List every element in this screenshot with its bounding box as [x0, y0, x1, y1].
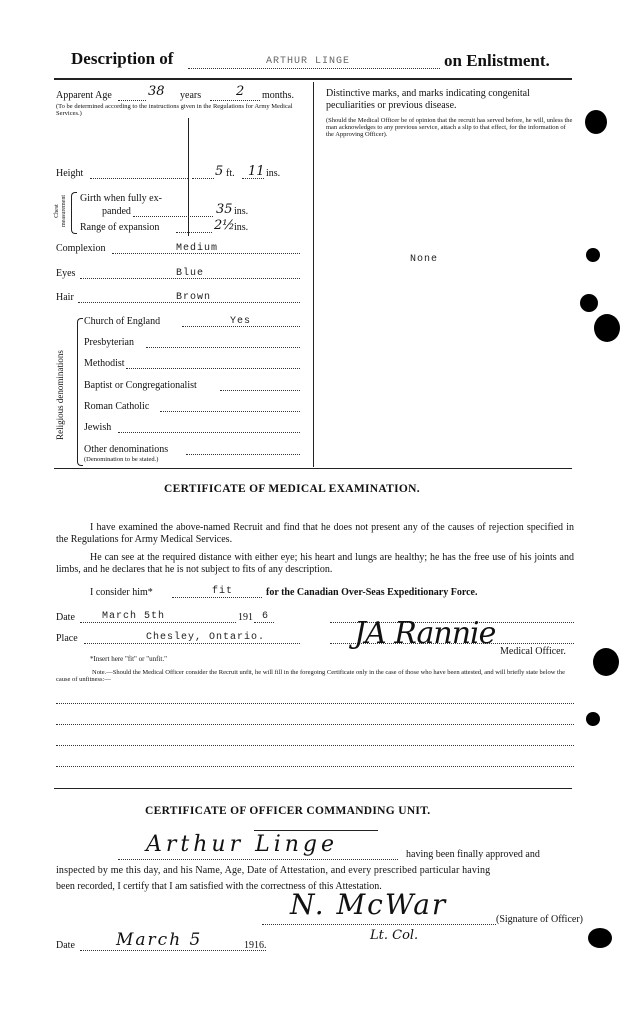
center-column-divider	[313, 82, 314, 467]
girth-value: 35	[216, 202, 233, 217]
religion-item-methodist: Methodist	[84, 358, 125, 369]
header-rule	[54, 78, 572, 80]
punch-hole	[580, 294, 598, 312]
unfitness-line-4	[56, 766, 574, 767]
medical-officer-title: Medical Officer.	[500, 646, 566, 657]
medical-place-value: Chesley, Ontario.	[146, 632, 266, 643]
insert-fit-note: *Insert here "fit" or "unfit."	[90, 655, 167, 663]
months-dots	[210, 100, 260, 101]
medical-place-dots	[84, 643, 300, 644]
commanding-date-value: March 5	[116, 930, 203, 950]
ft-label: ft.	[226, 168, 235, 179]
eyes-value: Blue	[176, 268, 205, 279]
religion-other-note: (Denomination to be stated.)	[84, 456, 159, 463]
religion-dots-1	[146, 347, 300, 348]
recruit-signature: Arthur Linge	[146, 832, 339, 857]
expansion-label: Range of expansion	[80, 222, 160, 233]
medical-year-dots	[254, 622, 274, 623]
height-label: Height	[56, 168, 84, 179]
religion-bottom-rule	[54, 468, 572, 469]
months-label: months.	[262, 90, 294, 101]
eyes-label: Eyes	[56, 268, 76, 279]
religion-dots-6	[186, 454, 300, 455]
age-label: Apparent Age	[56, 90, 112, 101]
commanding-heading-underline	[254, 830, 378, 831]
signature-of-officer-label: (Signature of Officer)	[496, 914, 584, 925]
fit-dots	[172, 597, 262, 598]
commanding-text-1: having been finally approved and	[406, 849, 540, 860]
commanding-date-dots	[80, 950, 266, 951]
religion-item-baptist: Baptist or Congregationalist	[84, 380, 197, 391]
height-ft-value: 5	[215, 164, 224, 179]
medical-date-label: Date	[56, 612, 75, 623]
religion-dots-2	[126, 368, 300, 369]
punch-hole	[593, 648, 619, 676]
girth-label-line1: Girth when fully ex-	[80, 193, 162, 204]
religion-item-presbyterian: Presbyterian	[84, 337, 134, 348]
medical-officer-signature: JA Rannie	[354, 616, 496, 651]
commanding-text-3: been recorded, I certify that I am satisfied with the correctness of this Attestation.	[56, 881, 382, 892]
chest-measurement-label: Chest measurement	[54, 195, 67, 227]
fit-unfit-value: fit	[212, 586, 234, 597]
unfitness-line-2	[56, 724, 574, 725]
medical-place-label: Place	[56, 633, 78, 644]
age-instruction-note: (To be determined according to the instructions given in the Regulations for Army Medical Services.)	[56, 103, 293, 117]
religion-dots-5	[118, 432, 300, 433]
girth-ins-label: ins.	[234, 206, 249, 217]
religion-item-other: Other denominations	[84, 444, 169, 455]
title-prefix: Description of	[71, 49, 174, 68]
punch-hole	[588, 928, 612, 948]
religious-denominations-label: Religious denominations	[55, 350, 65, 440]
commanding-certificate-heading: CERTIFICATE OF OFFICER COMMANDING UNIT.	[145, 805, 431, 817]
consider-label: I consider him*	[90, 587, 153, 598]
expansion-value: 2½	[214, 218, 235, 233]
punch-hole	[586, 712, 600, 726]
officer-rank: Lt. Col.	[370, 928, 419, 943]
ins-label: ins.	[266, 168, 281, 179]
age-years-value: 38	[148, 84, 165, 99]
girth-label-line2: panded	[102, 206, 131, 217]
punch-hole	[585, 110, 607, 134]
medical-date-dots	[80, 622, 236, 623]
medical-year-suffix: 6	[262, 611, 270, 622]
force-label: for the Canadian Over-Seas Expeditionary Force.	[266, 587, 478, 598]
punch-hole	[594, 314, 620, 342]
religion-item-roman-catholic: Roman Catholic	[84, 401, 150, 412]
title-dotted-line	[188, 68, 440, 69]
chest-brace	[71, 192, 77, 234]
distinctive-marks-note: (Should the Medical Officer be of opinion that the recruit has served before, he will, unless the man acknowledges to any previous service, attach a slip to that effect, for the information of the Approving Officer).	[326, 117, 573, 138]
title-suffix: on Enlistment.	[444, 51, 550, 70]
unfit-note: Note.—Should the Medical Officer consider the Recruit unfit, he will fill in the foregoing Certificate only in the case of those who have been attested, and will briefly state below the cause of unfitness:—	[56, 669, 565, 683]
complexion-label: Complexion	[56, 243, 106, 254]
recruit-signature-dots	[118, 859, 398, 860]
distinctive-marks-heading: Distinctive marks, and marks indicating congenital peculiarities or previous disease.	[326, 88, 530, 111]
age-dots	[118, 100, 146, 101]
years-label: years	[180, 90, 202, 101]
religion-item-jewish: Jewish	[84, 422, 112, 433]
hair-label: Hair	[56, 292, 74, 303]
punch-hole	[586, 248, 600, 262]
distinctive-marks-value: None	[410, 254, 439, 265]
religion-value-church-of-england: Yes	[230, 316, 252, 327]
girth-dots	[133, 216, 213, 217]
unfitness-line-3	[56, 745, 574, 746]
hair-value: Brown	[176, 292, 212, 303]
religion-item-church-of-england: Church of England	[84, 316, 161, 327]
medical-date-value: March 5th	[102, 611, 166, 622]
commanding-text-2: inspected by me this day, and his Name, Age, Date of Attestation, and every prescribed particular having	[56, 865, 491, 876]
complexion-value: Medium	[176, 243, 219, 254]
medical-year-prefix: 191	[238, 612, 253, 623]
religion-dots-4	[160, 411, 300, 412]
unfitness-line-1	[56, 703, 574, 704]
religion-brace	[77, 318, 83, 466]
religion-dots-3	[220, 390, 300, 391]
officer-signature-dots	[262, 924, 496, 925]
typed-recruit-name: ARTHUR LINGE	[266, 56, 351, 67]
officer-signature: N. McWar	[290, 888, 448, 921]
height-in-value: 11	[248, 164, 265, 179]
medical-para-1: I have examined the above-named Recruit and find that he does not present any of the causes of rejection specified in the Regulations for Army Medical Services.	[56, 522, 574, 545]
height-dots	[90, 178, 188, 179]
commanding-year-value: 1916.	[244, 940, 267, 951]
medical-bottom-rule	[54, 788, 572, 789]
age-months-value: 2	[236, 84, 245, 99]
inner-divider	[188, 118, 189, 236]
medical-certificate-heading: CERTIFICATE OF MEDICAL EXAMINATION.	[164, 483, 420, 495]
expansion-ins-label: ins.	[234, 222, 249, 233]
commanding-date-label: Date	[56, 940, 75, 951]
medical-para-2: He can see at the required distance with either eye; his heart and lungs are healthy; he has the free use of his joints and limbs, and he declares that he is not subject to fits of any description.	[56, 552, 574, 575]
expansion-dots	[176, 232, 212, 233]
height-ft-dots	[192, 178, 214, 179]
